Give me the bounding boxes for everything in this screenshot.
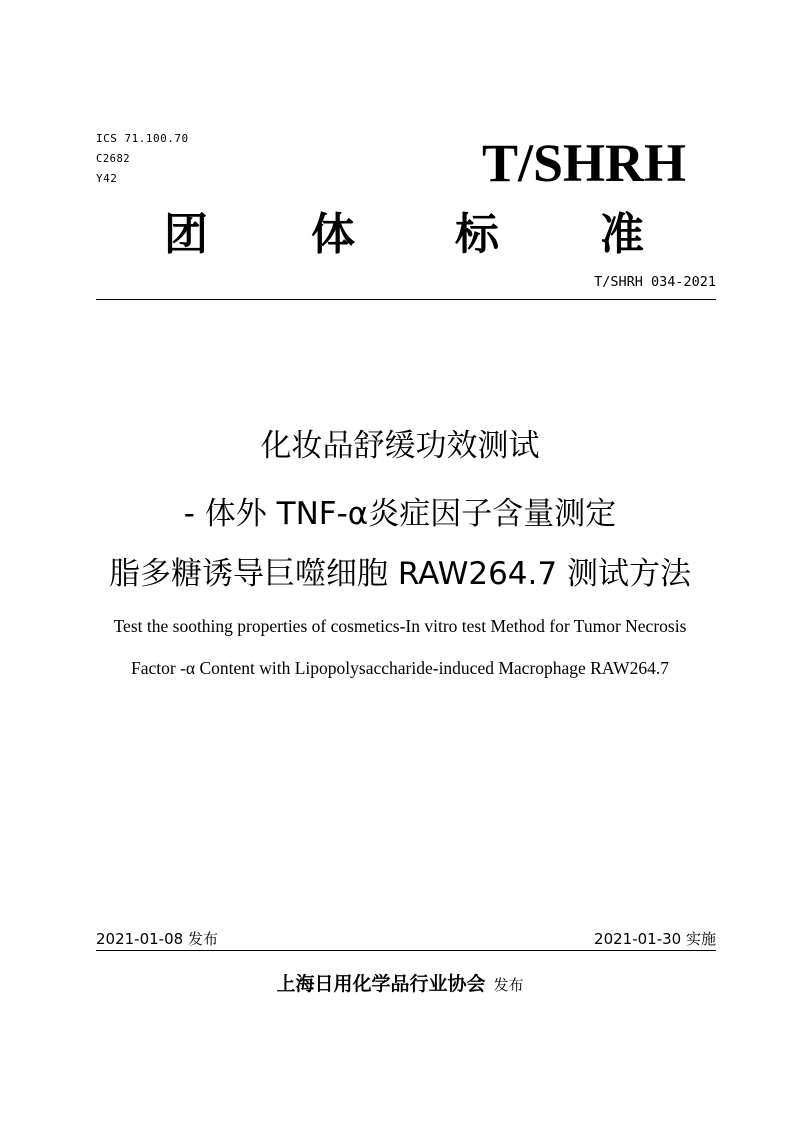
standard-type-heading <box>0 200 800 270</box>
publisher-line <box>0 970 800 999</box>
implementation-date: 2021-01-30 实施 <box>594 930 716 948</box>
chinese-title-line-2: - 体外 TNF-α炎症因子含量测定 <box>183 496 617 532</box>
chinese-title-line-1: 化妆品舒缓功效测试 <box>260 428 540 464</box>
chinese-title-line-3: 脂多糖诱导巨噬细胞 RAW264.7 测试方法 <box>109 556 691 592</box>
publisher-action: 发布 <box>493 976 524 994</box>
standard-type-char: 团 <box>164 209 208 260</box>
standard-type-char: 标 <box>455 209 499 260</box>
publisher-name: 上海日用化学品行业协会 <box>276 973 486 995</box>
ccs-code-secondary: Y42 <box>96 172 118 185</box>
ccs-code: C2682 <box>96 153 131 165</box>
footer-divider <box>96 950 716 951</box>
standard-type-char: 准 <box>600 209 644 260</box>
standard-type-char: 体 <box>311 209 355 260</box>
document-number: T/SHRH 034-2021 <box>594 274 716 290</box>
english-title-line-1: Test the soothing properties of cosmetics-In vitro test Method for Tumor Necrosis <box>113 616 687 636</box>
organization-code: T/SHRH <box>481 133 686 193</box>
english-title-line-2: Factor -α Content with Lipopolysaccharide-induced Macrophage RAW264.7 <box>131 658 669 678</box>
release-date: 2021-01-08 发布 <box>96 930 218 948</box>
ics-code: ICS 71.100.70 <box>96 132 189 145</box>
classification-codes <box>96 129 189 189</box>
header-divider <box>96 299 716 300</box>
